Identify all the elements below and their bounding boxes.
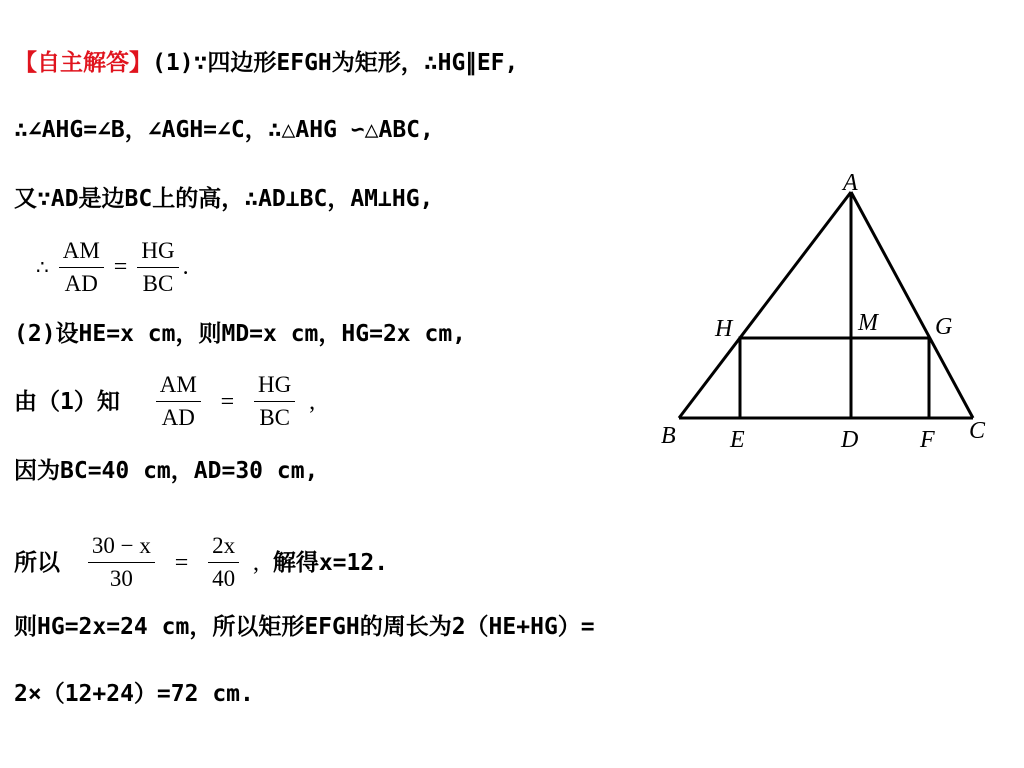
label-d: D [841, 427, 859, 453]
numerator: AM [156, 372, 201, 402]
label-c: C [969, 418, 986, 444]
ratio-equation-1 [36, 238, 195, 297]
label-e: E [730, 427, 745, 453]
label-b: B [661, 423, 676, 449]
fraction-hg-bc [254, 372, 295, 431]
line-3: 又∵AD是边BC上的高，∴AD⊥BC，AM⊥HG, [14, 186, 434, 212]
comma: , [309, 388, 316, 415]
line-10: 2×（12+24）=72 cm. [14, 681, 254, 707]
label-a: A [843, 170, 858, 196]
fraction-30-minus-x [88, 533, 155, 592]
equals-sign: = [113, 254, 128, 280]
denominator: AD [64, 271, 98, 296]
denominator: 40 [212, 566, 236, 591]
triangle-diagram [655, 168, 1000, 453]
label-f: F [920, 427, 935, 453]
equals-sign: = [220, 388, 235, 415]
therefore-symbol: ∴ [36, 257, 49, 279]
line-6 [14, 372, 321, 431]
line-9: 则HG=2x=24 cm，所以矩形EFGH的周长为2（HE+HG）= [14, 614, 595, 640]
label-m: M [858, 310, 878, 336]
denominator: AD [161, 405, 195, 430]
line-8 [14, 533, 388, 592]
denominator: BC [142, 271, 174, 296]
comma: , [252, 549, 259, 576]
line-2: ∴∠AHG=∠B，∠AGH=∠C，∴△AHG ∽△ABC, [14, 117, 434, 143]
section-heading: 【自主解答】 [14, 50, 152, 76]
label-h: H [715, 316, 733, 342]
line-6-prefix: 由（1）知 [14, 388, 120, 415]
fraction-am-ad [156, 372, 201, 431]
numerator: AM [59, 238, 104, 268]
line-8-suffix: 解得x=12. [272, 549, 389, 576]
denominator: 30 [109, 566, 133, 591]
line-5: (2)设HE=x cm，则MD=x cm，HG=2x cm, [14, 321, 467, 347]
fraction-hg-bc [137, 238, 178, 297]
numerator: HG [254, 372, 295, 402]
line-7: 因为BC=40 cm，AD=30 cm, [14, 458, 319, 484]
fraction-2x-40 [208, 533, 239, 592]
rectangle-efgh [740, 338, 929, 418]
line-1 [14, 48, 518, 78]
segment-ab [679, 192, 851, 418]
period: . [182, 254, 189, 280]
denominator: BC [259, 405, 290, 430]
numerator: 2x [208, 533, 239, 563]
numerator: HG [137, 238, 178, 268]
line-8-prefix: 所以 [14, 549, 60, 576]
line-1-text: (1)∵四边形EFGH为矩形，∴HG∥EF, [152, 50, 519, 76]
numerator: 30 − x [88, 533, 155, 563]
equals-sign: = [174, 549, 189, 576]
segment-ac [851, 192, 973, 418]
label-g: G [935, 314, 953, 340]
fraction-am-ad [59, 238, 104, 297]
